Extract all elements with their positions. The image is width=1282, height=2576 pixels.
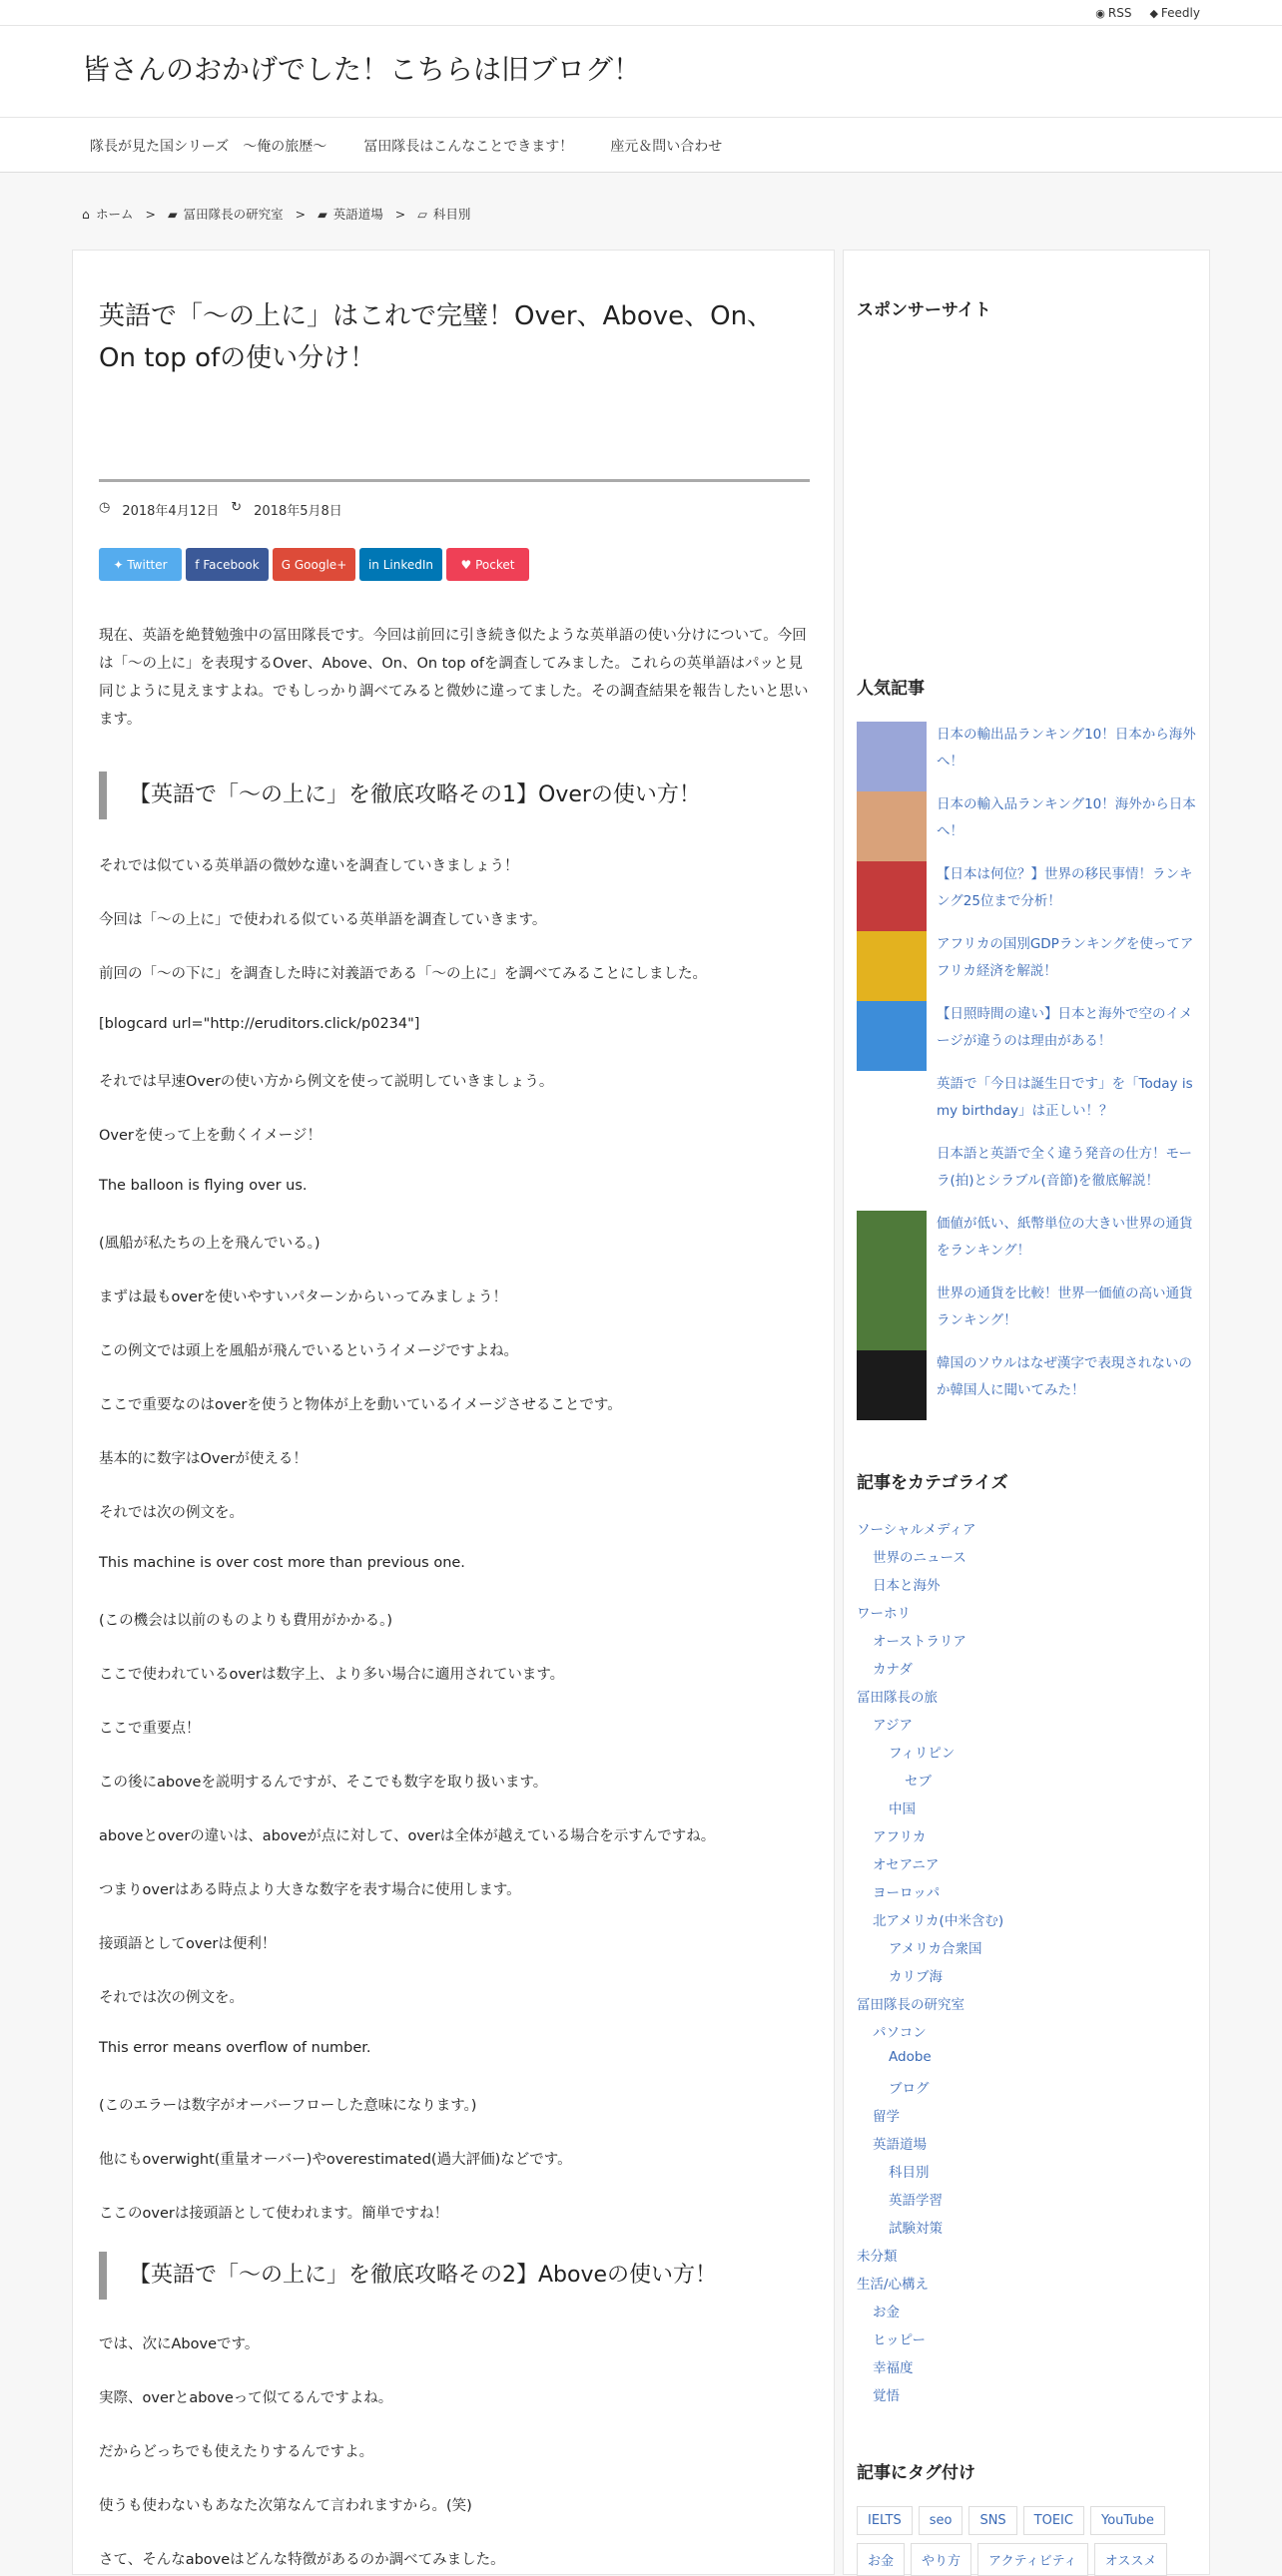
paragraph: aboveとoverの違いは、aboveが点に対して、overは全体が越えている場合を示すんですね。 bbox=[99, 1828, 716, 1844]
paragraph: ここのoverは接頭語として使われます。簡単ですね！ bbox=[99, 2206, 449, 2222]
category-link[interactable]: アジア bbox=[873, 1718, 913, 1734]
category-link[interactable]: セブ bbox=[905, 1774, 932, 1790]
category-link[interactable]: 冨田隊長の研究室 bbox=[857, 1997, 964, 2013]
category-link[interactable]: オーストラリア bbox=[873, 1634, 966, 1650]
popular-article-title[interactable]: 英語で「今日は誕生日です」を「Today is my birthday」は正しい！？ bbox=[937, 1076, 1193, 1119]
paragraph: 接頭語としてoverは便利！ bbox=[99, 1936, 277, 1952]
article-thumbnail[interactable] bbox=[857, 722, 927, 791]
refresh-icon: ↻ bbox=[231, 500, 243, 515]
category-heading: 記事をカテゴライズ bbox=[857, 1473, 1008, 1493]
tag-link[interactable]: seo bbox=[919, 2506, 963, 2535]
paragraph: 他にもoverwight(重量オーバー)やoverestimated(過大評価)などです。 bbox=[99, 2152, 572, 2168]
pocket-icon: ♥ bbox=[460, 557, 476, 572]
category-link[interactable]: 覚悟 bbox=[873, 2388, 900, 2404]
feedly-icon: ◆ bbox=[1149, 7, 1158, 20]
category-link[interactable]: 幸福度 bbox=[873, 2360, 914, 2376]
tag-link[interactable]: アクティビティ bbox=[977, 2543, 1088, 2576]
tag-link[interactable]: TOEIC bbox=[1023, 2506, 1084, 2535]
section-heading-over: 【英語で「〜の上に」を徹底攻略その1】Overの使い方！ bbox=[99, 772, 810, 819]
popular-article-title[interactable]: 価値が低い、紙幣単位の大きい世界の通貨をランキング！ bbox=[937, 1216, 1193, 1259]
popular-article-title[interactable]: 日本の輸出品ランキング10！日本から海外へ！ bbox=[937, 727, 1196, 770]
category-link[interactable]: 科目別 bbox=[889, 2165, 930, 2181]
category-link[interactable]: カリブ海 bbox=[889, 1969, 943, 1985]
clock-icon: ◷ bbox=[99, 500, 111, 515]
paragraph: 前回の「〜の下に」を調査した時に対義語である「〜の上に」を調べてみることにしました。 bbox=[99, 966, 707, 982]
nav-item-skills[interactable]: 冨田隊長はこんなことできます！ bbox=[363, 139, 574, 155]
paragraph: では、次にAboveです。 bbox=[99, 2336, 260, 2352]
category-link[interactable]: パソコン bbox=[873, 2025, 927, 2041]
folder-icon: ▰ bbox=[318, 206, 327, 222]
facebook-share-button[interactable]: f Facebook bbox=[186, 548, 269, 581]
category-link[interactable]: Adobe bbox=[889, 2049, 932, 2065]
breadcrumb-separator: > bbox=[145, 206, 156, 222]
paragraph: それでは次の例文を。 bbox=[99, 1505, 244, 1521]
article-thumbnail[interactable] bbox=[857, 1141, 927, 1211]
category-link[interactable]: 未分類 bbox=[857, 2249, 898, 2265]
article-dates bbox=[99, 500, 342, 519]
paragraph: ここで使われているoverは数字上、より多い場合に適用されています。 bbox=[99, 1667, 565, 1683]
popular-article-title[interactable]: 日本語と英語で全く違う発音の仕方！モーラ(拍)とシラブル(音節)を徹底解説！ bbox=[937, 1146, 1192, 1189]
paragraph: 今回は「〜の上に」で使われる似ている英単語を調査していきます。 bbox=[99, 912, 547, 928]
popular-article-title[interactable]: 世界の通貨を比較！世界一価値の高い通貨ランキング！ bbox=[937, 1286, 1193, 1328]
category-link[interactable]: ソーシャルメディア bbox=[857, 1522, 976, 1538]
breadcrumb-separator: > bbox=[295, 206, 307, 222]
article-thumbnail[interactable] bbox=[857, 1281, 927, 1350]
category-link[interactable]: 生活/心構え bbox=[857, 2277, 930, 2293]
paragraph: Overを使って上を動くイメージ！ bbox=[99, 1128, 321, 1144]
popular-heading: 人気記事 bbox=[857, 679, 925, 699]
paragraph: つまりoverはある時点より大きな数字を表す場合に使用します。 bbox=[99, 1882, 521, 1898]
category-link[interactable]: フィリピン bbox=[889, 1746, 956, 1762]
paragraph: さて、そんなaboveはどんな特徴があるのか調べてみました。 bbox=[99, 2552, 505, 2568]
popular-article-item[interactable] bbox=[857, 791, 1196, 861]
category-link[interactable]: 試験対策 bbox=[889, 2221, 943, 2237]
popular-article-title[interactable]: 【日本は何位？】世界の移民事情！ランキング25位まで分析！ bbox=[937, 866, 1193, 909]
category-link[interactable]: 中国 bbox=[889, 1802, 916, 1817]
category-link[interactable]: ヒッピー bbox=[873, 2332, 927, 2348]
section-heading-above: 【英語で「〜の上に」を徹底攻略その2】Aboveの使い方！ bbox=[99, 2252, 810, 2300]
category-link[interactable]: 世界のニュース bbox=[873, 1550, 966, 1566]
popular-article-item[interactable] bbox=[857, 861, 1196, 931]
twitter-share-button[interactable]: ✦ Twitter bbox=[99, 548, 182, 581]
paragraph: それでは似ている英単語の微妙な違いを調査していきましょう！ bbox=[99, 858, 519, 874]
category-link[interactable]: 英語学習 bbox=[889, 2193, 943, 2209]
paragraph: [blogcard url="http://eruditors.click/p0234"] bbox=[99, 1016, 420, 1032]
paragraph: 実際、overとaboveって似てるんですよね。 bbox=[99, 2390, 393, 2406]
category-link[interactable]: ワーホリ bbox=[857, 1606, 911, 1622]
paragraph: それでは早速Overの使い方から例文を使って説明していきましょう。 bbox=[99, 1074, 554, 1090]
paragraph: ここで重要点！ bbox=[99, 1721, 201, 1737]
category-link[interactable]: ヨーロッパ bbox=[873, 1885, 941, 1901]
paragraph: This error means overflow of number. bbox=[99, 2040, 371, 2056]
category-link[interactable]: 冨田隊長の旅 bbox=[857, 1690, 938, 1706]
global-nav bbox=[0, 118, 1282, 173]
popular-article-item[interactable] bbox=[857, 722, 1196, 791]
article-thumbnail[interactable] bbox=[857, 1001, 927, 1071]
article-thumbnail[interactable] bbox=[857, 791, 927, 861]
rss-link[interactable]: ◉ RSS bbox=[1095, 6, 1132, 20]
paragraph: だからどっちでも使えたりするんですよ。 bbox=[99, 2444, 374, 2460]
paragraph: この例文では頭上を風船が飛んでいるというイメージですよね。 bbox=[99, 1343, 519, 1359]
paragraph: まずは最もoverを使いやすいパターンからいってみましょう！ bbox=[99, 1289, 508, 1305]
popular-article-item[interactable] bbox=[857, 1281, 1196, 1350]
paragraph: それでは次の例文を。 bbox=[99, 1990, 244, 2006]
nav-item-contact[interactable]: 座元＆問い合わせ bbox=[610, 139, 723, 155]
article-thumbnail[interactable] bbox=[857, 931, 927, 1001]
popular-article-item[interactable] bbox=[857, 931, 1196, 1001]
paragraph: This machine is over cost more than previous one. bbox=[99, 1555, 465, 1571]
popular-article-title[interactable]: 【日照時間の違い】日本と海外で空のイメージが違うのは理由がある！ bbox=[937, 1006, 1193, 1049]
folder-open-icon: ▱ bbox=[417, 206, 427, 222]
category-link[interactable]: オセアニア bbox=[873, 1857, 940, 1873]
pocket-share-button[interactable]: ♥ Pocket bbox=[446, 548, 529, 581]
site-title[interactable]: 皆さんのおかげでした！こちらは旧ブログ！ bbox=[82, 53, 642, 86]
paragraph: (このエラーは数字がオーバーフローした意味になります。) bbox=[99, 2098, 477, 2114]
paragraph: The balloon is flying over us. bbox=[99, 1178, 308, 1194]
article-thumbnail[interactable] bbox=[857, 1211, 927, 1281]
tag-link[interactable]: お金 bbox=[857, 2543, 905, 2576]
folder-icon: ▰ bbox=[167, 206, 178, 222]
article-intro: 現在、英語を絶賛勉強中の冨田隊長です。今回は前回に引き続き似たような英単語の使い分けについて。今回は「〜の上に」を表現するOver、Above、On、On top ofを調査してみました。これらの英単語はパッと見同じように見えますよね。でもしっかり調べてみると微妙に違ってました。その調査結果を報告したいと思います。 bbox=[99, 628, 809, 728]
category-link[interactable]: 北アメリカ(中米含む) bbox=[873, 1913, 1004, 1929]
popular-article-item[interactable] bbox=[857, 1350, 1196, 1420]
twitter-icon: ✦ bbox=[113, 557, 128, 572]
category-link[interactable]: 留学 bbox=[873, 2109, 900, 2125]
tag-link[interactable]: YouTube bbox=[1090, 2506, 1165, 2535]
tag-cloud bbox=[857, 2506, 1196, 2576]
tag-heading: 記事にタグ付け bbox=[857, 2463, 975, 2483]
category-link[interactable]: アメリカ合衆国 bbox=[889, 1941, 982, 1957]
top-bar bbox=[0, 0, 1282, 26]
sidebar bbox=[843, 250, 1210, 2575]
popular-article-item[interactable] bbox=[857, 1141, 1196, 1211]
sponsor-heading: スポンサーサイト bbox=[857, 300, 991, 320]
home-icon: ⌂ bbox=[82, 206, 90, 222]
paragraph: この後にaboveを説明するんですが、そこでも数字を取り扱います。 bbox=[99, 1775, 548, 1791]
popular-article-item[interactable] bbox=[857, 1001, 1196, 1071]
nav-item-travel[interactable]: 隊長が見た国シリーズ ～俺の旅歴～ bbox=[90, 139, 327, 155]
popular-article-item[interactable] bbox=[857, 1071, 1196, 1141]
googleplus-share-button[interactable]: G Google+ bbox=[273, 548, 355, 581]
googleplus-icon: G bbox=[281, 557, 295, 572]
popular-article-title[interactable]: 日本の輸入品ランキング10！海外から日本へ！ bbox=[937, 796, 1196, 839]
rss-icon: ◉ bbox=[1095, 7, 1105, 20]
linkedin-share-button[interactable]: in LinkedIn bbox=[359, 548, 442, 581]
breadcrumb-lab[interactable]: 冨田隊長の研究室 bbox=[183, 207, 284, 222]
breadcrumb-home[interactable]: ホーム bbox=[95, 207, 134, 222]
share-buttons bbox=[99, 548, 529, 581]
site-header bbox=[0, 26, 1282, 118]
breadcrumb bbox=[82, 205, 470, 223]
title-divider bbox=[99, 479, 810, 482]
category-link[interactable]: 英語道場 bbox=[873, 2137, 927, 2153]
popular-article-title[interactable]: 韓国のソウルはなぜ漢字で表現されないのか韓国人に聞いてみた！ bbox=[937, 1355, 1192, 1398]
tag-link[interactable]: オススメ bbox=[1094, 2543, 1168, 2576]
tag-link[interactable]: SNS bbox=[968, 2506, 1016, 2535]
breadcrumb-english[interactable]: 英語道場 bbox=[332, 207, 383, 222]
paragraph: ここで重要なのはoverを使うと物体が上を動いているイメージさせることです。 bbox=[99, 1397, 622, 1413]
article-thumbnail[interactable] bbox=[857, 1071, 927, 1141]
tag-link[interactable]: IELTS bbox=[857, 2506, 913, 2535]
article-title: 英語で「〜の上に」はこれで完璧！Over、Above、On、On top ofの使い分け！ bbox=[99, 301, 774, 373]
category-link[interactable]: カナダ bbox=[873, 1662, 913, 1678]
category-link[interactable]: アフリカ bbox=[873, 1829, 927, 1845]
paragraph: (風船が私たちの上を飛んでいる。) bbox=[99, 1236, 320, 1252]
updated-date: 2018年5月8日 bbox=[254, 504, 342, 519]
article-main bbox=[72, 250, 835, 2575]
article-thumbnail[interactable] bbox=[857, 1350, 927, 1420]
linkedin-icon: in bbox=[367, 557, 383, 572]
facebook-icon: f bbox=[195, 557, 204, 572]
paragraph: 基本的に数字はOverが使える！ bbox=[99, 1451, 308, 1467]
category-link[interactable]: お金 bbox=[873, 2305, 900, 2320]
tag-link[interactable]: やり方 bbox=[911, 2543, 971, 2576]
published-date: 2018年4月12日 bbox=[122, 504, 220, 519]
paragraph: 使うも使わないもあなた次第なんて言われますから。(笑) bbox=[99, 2498, 472, 2514]
category-link[interactable]: 日本と海外 bbox=[873, 1578, 941, 1594]
popular-article-title[interactable]: アフリカの国別GDPランキングを使ってアフリカ経済を解説！ bbox=[937, 936, 1194, 979]
breadcrumb-subject[interactable]: 科目別 bbox=[432, 207, 471, 222]
paragraph: (この機会は以前のものよりも費用がかかる。) bbox=[99, 1613, 393, 1629]
feedly-link[interactable]: ◆ Feedly bbox=[1149, 6, 1200, 20]
breadcrumb-separator: > bbox=[394, 206, 406, 222]
category-link[interactable]: ブログ bbox=[889, 2081, 930, 2097]
popular-article-item[interactable] bbox=[857, 1211, 1196, 1281]
article-thumbnail[interactable] bbox=[857, 861, 927, 931]
